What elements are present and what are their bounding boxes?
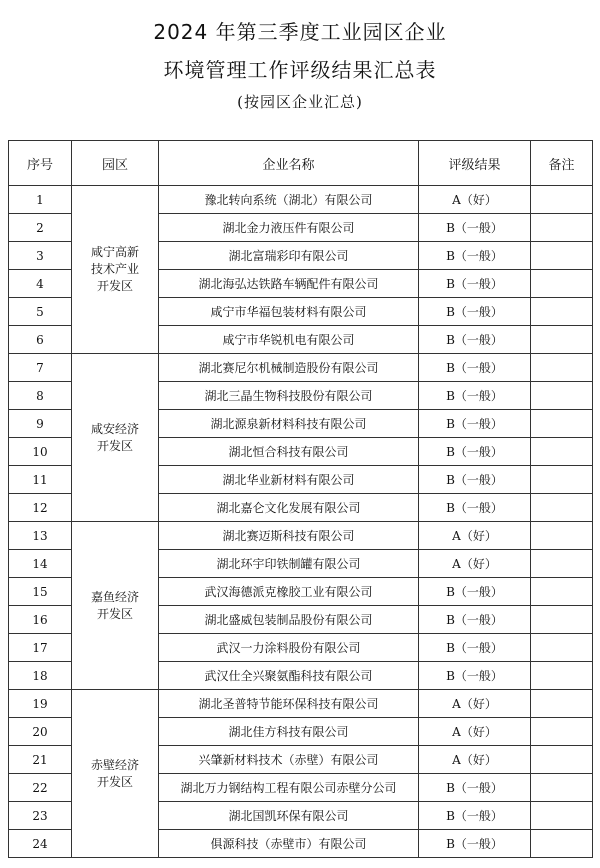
cell-seq: 19: [9, 690, 72, 718]
cell-note: [531, 326, 593, 354]
cell-seq: 17: [9, 634, 72, 662]
title-line-1: 2024 年第三季度工业园区企业: [153, 20, 447, 44]
cell-company: 湖北三晶生物科技股份有限公司: [159, 382, 419, 410]
cell-note: [531, 438, 593, 466]
cell-seq: 9: [9, 410, 72, 438]
cell-company: 湖北环宇印铁制罐有限公司: [159, 550, 419, 578]
cell-company: 湖北源泉新材料科技有限公司: [159, 410, 419, 438]
cell-seq: 11: [9, 466, 72, 494]
cell-rating: B（一般）: [419, 774, 531, 802]
table-row: [9, 690, 593, 718]
park-name: 咸宁高新技术产业开发区: [91, 245, 140, 293]
cell-company: 湖北佳方科技有限公司: [159, 718, 419, 746]
cell-company: 湖北盛威包装制品股份有限公司: [159, 606, 419, 634]
cell-rating: B（一般）: [419, 494, 531, 522]
cell-rating: A（好）: [419, 186, 531, 214]
cell-company: 武汉一力涂料股份有限公司: [159, 634, 419, 662]
cell-note: [531, 830, 593, 858]
cell-rating: B（一般）: [419, 214, 531, 242]
cell-note: [531, 494, 593, 522]
cell-rating: A（好）: [419, 718, 531, 746]
cell-company: 咸宁市华福包装材料有限公司: [159, 298, 419, 326]
cell-seq: 1: [9, 186, 72, 214]
subtitle: (按园区企业汇总): [237, 93, 363, 111]
cell-seq: 3: [9, 242, 72, 270]
cell-company: 湖北国凯环保有限公司: [159, 802, 419, 830]
table-row: [9, 522, 593, 550]
cell-rating: B（一般）: [419, 830, 531, 858]
cell-rating: B（一般）: [419, 662, 531, 690]
cell-seq: 8: [9, 382, 72, 410]
cell-note: [531, 774, 593, 802]
cell-rating: B（一般）: [419, 242, 531, 270]
cell-rating: B（一般）: [419, 354, 531, 382]
cell-note: [531, 802, 593, 830]
cell-seq: 14: [9, 550, 72, 578]
cell-note: [531, 354, 593, 382]
cell-rating: B（一般）: [419, 578, 531, 606]
cell-seq: 22: [9, 774, 72, 802]
cell-company: 湖北金力液压件有限公司: [159, 214, 419, 242]
cell-company: 湖北赛尼尔机械制造股份有限公司: [159, 354, 419, 382]
cell-note: [531, 382, 593, 410]
cell-note: [531, 690, 593, 718]
cell-park: [72, 354, 159, 522]
cell-seq: 16: [9, 606, 72, 634]
cell-rating: A（好）: [419, 522, 531, 550]
table-row: [9, 354, 593, 382]
cell-rating: A（好）: [419, 550, 531, 578]
cell-company: 湖北赛迈斯科技有限公司: [159, 522, 419, 550]
cell-note: [531, 522, 593, 550]
cell-note: [531, 578, 593, 606]
cell-seq: 2: [9, 214, 72, 242]
cell-rating: B（一般）: [419, 270, 531, 298]
cell-seq: 7: [9, 354, 72, 382]
cell-note: [531, 466, 593, 494]
cell-company: 咸宁市华锐机电有限公司: [159, 326, 419, 354]
park-name: 赤壁经济开发区: [91, 757, 140, 789]
table-row: [9, 186, 593, 214]
cell-company: 湖北富瑞彩印有限公司: [159, 242, 419, 270]
cell-seq: 24: [9, 830, 72, 858]
col-header-seq: 序号: [9, 141, 72, 186]
cell-seq: 15: [9, 578, 72, 606]
cell-company: 湖北嘉仑文化发展有限公司: [159, 494, 419, 522]
cell-seq: 12: [9, 494, 72, 522]
cell-rating: B（一般）: [419, 326, 531, 354]
cell-note: [531, 298, 593, 326]
cell-note: [531, 606, 593, 634]
cell-company: 豫北转向系统（湖北）有限公司: [159, 186, 419, 214]
cell-note: [531, 186, 593, 214]
cell-company: 湖北海弘达铁路车辆配件有限公司: [159, 270, 419, 298]
cell-rating: B（一般）: [419, 466, 531, 494]
cell-company: 武汉海德派克橡胶工业有限公司: [159, 578, 419, 606]
cell-rating: B（一般）: [419, 802, 531, 830]
col-header-park: 园区: [72, 141, 159, 186]
cell-note: [531, 662, 593, 690]
table-body: [9, 186, 593, 858]
cell-seq: 6: [9, 326, 72, 354]
cell-seq: 23: [9, 802, 72, 830]
cell-company: 武汉仕全兴聚氨酯科技有限公司: [159, 662, 419, 690]
cell-seq: 20: [9, 718, 72, 746]
cell-park: [72, 690, 159, 858]
cell-company: 湖北华业新材料有限公司: [159, 466, 419, 494]
col-header-rating: 评级结果: [419, 141, 531, 186]
title-line-2: 环境管理工作评级结果汇总表: [163, 58, 437, 82]
cell-rating: A（好）: [419, 746, 531, 774]
cell-company: 湖北圣普特节能环保科技有限公司: [159, 690, 419, 718]
cell-company: 湖北恒合科技有限公司: [159, 438, 419, 466]
cell-rating: A（好）: [419, 690, 531, 718]
col-header-note: 备注: [531, 141, 593, 186]
cell-seq: 18: [9, 662, 72, 690]
cell-seq: 10: [9, 438, 72, 466]
table-header-row: [9, 141, 593, 186]
cell-note: [531, 410, 593, 438]
cell-seq: 13: [9, 522, 72, 550]
cell-rating: B（一般）: [419, 410, 531, 438]
cell-note: [531, 746, 593, 774]
cell-seq: 5: [9, 298, 72, 326]
cell-rating: B（一般）: [419, 634, 531, 662]
cell-rating: B（一般）: [419, 438, 531, 466]
cell-seq: 4: [9, 270, 72, 298]
cell-seq: 21: [9, 746, 72, 774]
cell-company: 俱源科技（赤壁市）有限公司: [159, 830, 419, 858]
cell-note: [531, 214, 593, 242]
cell-park: [72, 522, 159, 690]
park-name: 嘉鱼经济开发区: [91, 589, 140, 621]
cell-note: [531, 270, 593, 298]
cell-note: [531, 718, 593, 746]
col-header-company: 企业名称: [159, 141, 419, 186]
park-name: 咸安经济开发区: [91, 421, 140, 453]
cell-note: [531, 550, 593, 578]
cell-rating: B（一般）: [419, 606, 531, 634]
cell-company: 湖北万力钢结构工程有限公司赤壁分公司: [159, 774, 419, 802]
cell-note: [531, 242, 593, 270]
cell-note: [531, 634, 593, 662]
cell-rating: B（一般）: [419, 298, 531, 326]
cell-company: 兴肇新材料技术（赤壁）有限公司: [159, 746, 419, 774]
cell-park: [72, 186, 159, 354]
rating-table: [8, 140, 593, 858]
cell-rating: B（一般）: [419, 382, 531, 410]
